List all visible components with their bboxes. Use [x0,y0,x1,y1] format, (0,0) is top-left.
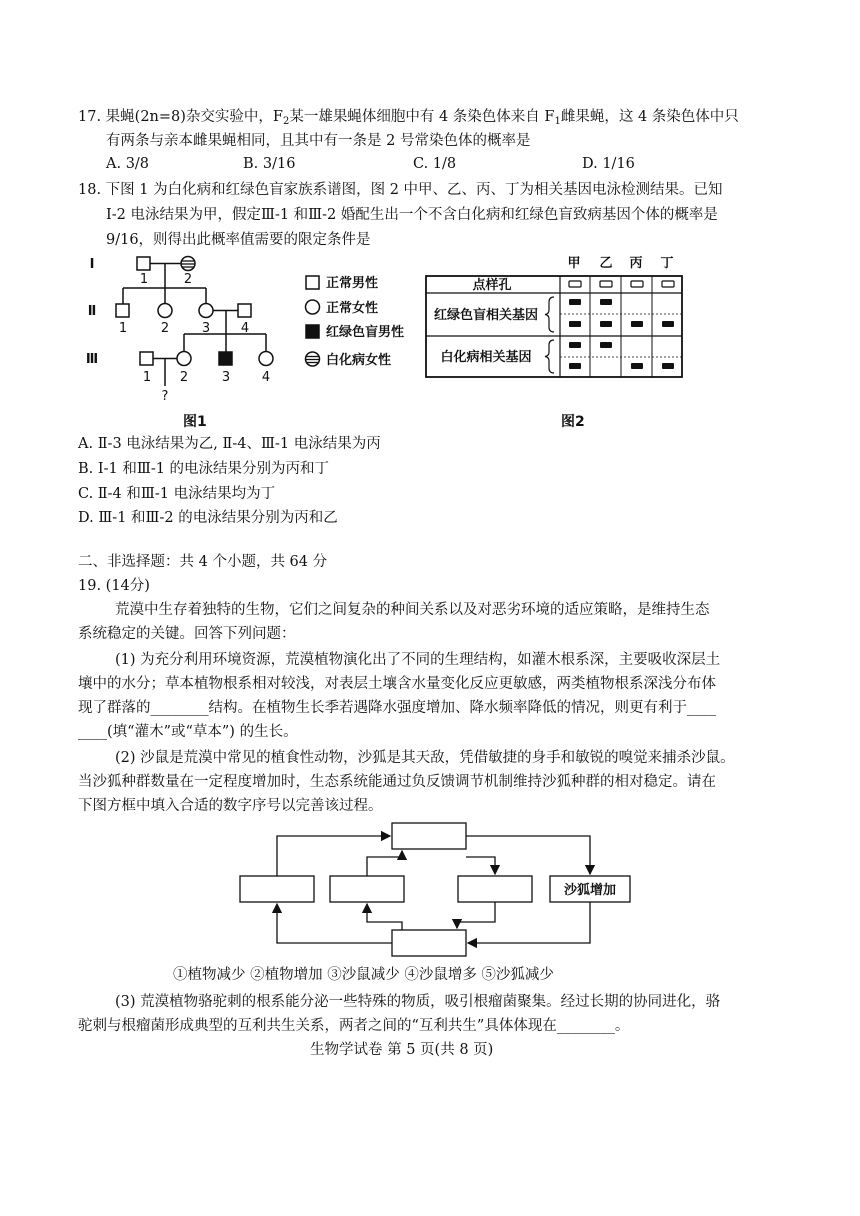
band [569,321,581,327]
q19-p2-line3: 下图方框中填入合适的数字序号以完善该过程。 [78,798,383,814]
q19-title: 19. (14分) [78,578,150,594]
electrophoresis-figure [424,252,694,382]
q17-line2: 有两条与亲本雌果蝇相同，且其中有一条是 2 号常染色体的概率是 [106,133,531,149]
num-III-2: 2 [179,370,189,385]
gen-label-I: Ⅰ [89,257,95,272]
legend-colorblind-symbol [306,325,319,338]
flow-box-bottom[interactable] [392,930,466,956]
legend-colorblind-label: 红绿色盲男性 [326,325,405,340]
num-III-4: 4 [261,370,271,385]
band [600,299,612,305]
page-footer: 生物学试卷 第 5 页(共 8 页) [310,1042,494,1058]
num-II-4: 4 [240,321,250,336]
q19-p1-line4: ____(填“灌木”或“草本”) 的生长。 [78,724,298,740]
q18-line2: Ⅰ-2 电泳结果为甲，假定Ⅲ-1 和Ⅲ-2 婚配生出一个不含白化病和红绿色盲致病基因个体的概率是 [106,207,718,223]
pedigree-figure [78,252,418,412]
q18-option-d: D. Ⅲ-1 和Ⅲ-2 的电泳结果分别为丙和乙 [78,510,338,526]
num-III-1: 1 [142,370,152,385]
pedigree-I-1-male [137,257,150,270]
legend-male-label: 正常男性 [326,276,379,291]
flow-box-shahu-label: 沙狐增加 [563,883,617,898]
band [600,342,612,348]
num-I-2: 2 [183,272,193,287]
legend-albino-label: 白化病女性 [326,353,392,368]
pedigree-III-3-colorblind-male [219,352,232,365]
q17-option-a: A. 3/8 [106,156,150,172]
fig2-caption: 图2 [561,414,585,430]
pedigree-II-2-female [158,304,172,318]
q19-p3-line2: 驼刺与根瘤菌形成典型的互利共生关系，两者之间的“互利共生”具体体现在________。 [78,1018,630,1034]
band [569,342,581,348]
gen-label-III: Ⅲ [85,352,99,367]
question-mark: ? [161,389,169,404]
q18-line3: 9/16，则得出此概率值需要的限定条件是 [106,232,371,248]
pedigree-II-4-male [238,304,251,317]
legend-male-symbol [306,276,319,289]
pedigree-III-4-female [259,352,273,366]
q19-p1-line2: 壤中的水分；草本植物根系相对较浅，对表层土壤含水量变化反应更敏感，两类植物根系深浅分布体 [78,676,716,692]
pedigree-II-1-male [116,304,129,317]
q19-p2-line2: 当沙狐种群数量在一定程度增加时，生态系统能通过负反馈调节机制维持沙狐种群的相对稳定。请在 [78,774,716,790]
band [569,363,581,369]
pedigree-II-3-female [199,304,213,318]
pedigree-III-1-male [140,352,153,365]
num-I-1: 1 [139,272,149,287]
q17-line1: 17. 果蝇(2n=8)杂交实验中，$F_2$某一雄果蝇体细胞中有 4 条染色体来自 $F_1$雌果蝇，这 4 条染色体中只 [78,109,739,127]
q19-p3-line1: (3) 荒漠植物骆驼刺的根系能分泌一些特殊的物质，吸引根瘤菌聚集。经过长期的协同进化，骆 [115,994,721,1010]
q19-p1-line3: 现了群落的________结构。在植物生长季若遇降水强度增加、降水频率降低的情况，则更有利于____ [78,700,716,716]
flow-options: ①植物减少 ②植物增加 ③沙鼠减少 ④沙鼠增多 ⑤沙狐减少 [173,967,554,983]
band [631,363,643,369]
q18-option-a: A. Ⅱ-3 电泳结果为乙, Ⅱ-4、Ⅲ-1 电泳结果为丙 [78,436,381,452]
q17-option-c: C. 1/8 [413,156,457,172]
num-II-2: 2 [160,321,170,336]
band [631,321,643,327]
q17-option-d: D. 1/16 [582,156,635,172]
col-jia: 甲 [567,256,581,271]
flow-box-middle-right[interactable] [458,876,532,902]
row-albino-label: 白化病相关基因 [440,350,532,365]
col-ding: 丁 [660,256,674,271]
row-well-label: 点样孔 [472,278,512,293]
band [569,299,581,305]
q19-intro-line2: 系统稳定的关键。回答下列问题： [78,626,296,642]
q17-option-b: B. 3/16 [243,156,296,172]
band [600,321,612,327]
well-ding [662,281,674,287]
q19-p2-line1: (2) 沙鼠是荒漠中常见的植食性动物，沙狐是其天敌，凭借敏捷的身手和敏锐的嗅觉来捕杀沙鼠。 [115,750,735,766]
flow-box-left[interactable] [240,876,314,902]
q19-p1-line1: (1) 为充分利用环境资源，荒漠植物演化出了不同的生理结构，如灌木根系深，主要吸收深层土 [115,652,721,668]
feedback-flow-diagram [230,818,650,964]
well-bing [631,281,643,287]
band [662,363,674,369]
flow-box-middle-left[interactable] [330,876,404,902]
flow-box-top[interactable] [392,823,466,849]
legend-female-symbol [306,300,320,314]
well-jia [569,281,581,287]
fig1-caption: 图1 [183,414,207,430]
q18-line1: 18. 下图 1 为白化病和红绿色盲家族系谱图，图 2 中甲、乙、丙、丁为相关基因电泳检测结果。已知 [78,182,723,198]
row-colorblind-label: 红绿色盲相关基因 [433,308,539,323]
num-III-3: 3 [221,370,231,385]
q18-option-c: C. Ⅱ-4 和Ⅲ-1 电泳结果均为丁 [78,486,276,502]
q19-intro-line1: 荒漠中生存着独特的生物，它们之间复杂的种间关系以及对恶劣环境的适应策略，是维持生态 [115,602,710,618]
pedigree-III-2-female [177,352,191,366]
band [662,321,674,327]
num-II-3: 3 [201,321,211,336]
num-II-1: 1 [118,321,128,336]
well-yi [600,281,612,287]
col-yi: 乙 [599,256,613,271]
q18-option-b: B. Ⅰ-1 和Ⅲ-1 的电泳结果分别为丙和丁 [78,461,330,477]
gen-label-II: Ⅱ [87,304,97,319]
section2-heading: 二、非选择题：共 4 个小题，共 64 分 [78,554,328,570]
col-bing: 丙 [629,256,643,271]
legend-female-label: 正常女性 [326,301,379,316]
